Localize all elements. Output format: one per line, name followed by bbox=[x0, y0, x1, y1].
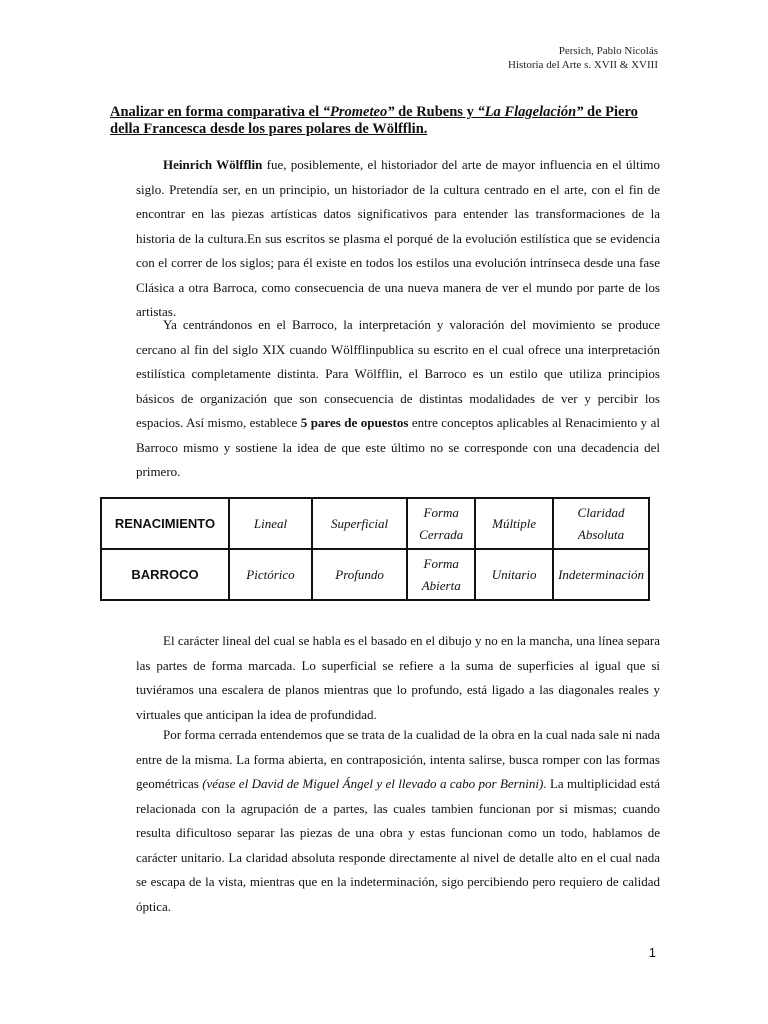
paragraph-2 bbox=[136, 313, 660, 485]
row-header: RENACIMIENTO bbox=[101, 498, 229, 549]
table-cell: Indeterminación bbox=[553, 549, 649, 600]
table-cell: Pictórico bbox=[229, 549, 312, 600]
paragraph-4-italic: (véase el David de Miguel Ángel y el llevado a cabo por Bernini) bbox=[202, 776, 544, 791]
table-cell: Superficial bbox=[312, 498, 407, 549]
table-cell: Unitario bbox=[475, 549, 553, 600]
table-row bbox=[101, 549, 649, 600]
page-number: 1 bbox=[648, 945, 656, 960]
paragraph-3 bbox=[136, 629, 660, 727]
title-flagelacion: “La Flagelación” bbox=[477, 104, 584, 120]
table-cell: Múltiple bbox=[475, 498, 553, 549]
table-cell: Forma Cerrada bbox=[407, 498, 475, 549]
paragraph-2-text-b: entre conceptos aplicables al Renacimiento y al Barroco mismo y sostiene la idea de que este último no se corresponde con una decadencia del primero. bbox=[136, 415, 661, 479]
title-text-3: de Piero della Francesca desde los pares polares de Wölfflin. bbox=[110, 104, 638, 137]
document-title bbox=[110, 104, 650, 138]
paragraph-2-text-a: Ya centrándonos en el Barroco, la interpretación y valoración del movimiento se produce cercano al fin del siglo XIX cuando Wölfflinpublica su escrito en el cual ofrece una interpretación estilística completamente distinta. Para Wölfflin, el Barroco es un estilo que utiliza principios básicos de organización que son consecuencia de distintas modalidades de ver y percibir los espacios. Así mismo, establece bbox=[136, 317, 660, 430]
table-cell: Forma Abierta bbox=[407, 549, 475, 600]
title-text-1: Analizar en forma comparativa el bbox=[110, 104, 323, 120]
wolfflin-pairs-table bbox=[100, 497, 650, 601]
paragraph-4-text-a: Por forma cerrada entendemos que se trata de la cualidad de la obra en la cual nada sale ni nada entre de la misma. La forma abierta, en contraposición, intenta salirse, busca romper con las formas geométricas bbox=[136, 727, 661, 791]
table-cell: Claridad Absoluta bbox=[553, 498, 649, 549]
author-name: Heinrich Wölfflin bbox=[163, 157, 263, 172]
header-author: Persich, Pablo Nicolás bbox=[558, 45, 658, 57]
table-row bbox=[101, 498, 649, 549]
paragraph-1-text: fue, posiblemente, el historiador del arte de mayor influencia en el último siglo. Pretendía ser, en un principio, un historiador de la cultura centrado en el arte, con el fin de encontrar en las piezas artísticas datos significativos para entender las transformaciones de la historia de la cultura.En sus escritos se plasma el porqué de la evolución estilística que se evidencia con el correr de los siglos; para él existe en todos los estilos una evolución intrínseca desde una fase Clásica a otra Barroca, como consecuencia de una nueva manera de ver el mundo por parte de los artistas. bbox=[136, 157, 660, 319]
table-cell: Lineal bbox=[229, 498, 312, 549]
document-header bbox=[508, 44, 658, 72]
header-course: Historia del Arte s. XVII & XVIII bbox=[508, 59, 658, 71]
paragraph-3-text: El carácter lineal del cual se habla es el basado en el dibujo y no en la mancha, una línea separa las partes de forma marcada. Lo superficial se refiere a la suma de superficies al igual que si tuviéramos una escalera de planos mientras que lo profundo, está ligado a las diagonales reales y virtuales que anticipan la idea de profundidad. bbox=[136, 633, 660, 722]
title-text-2: de Rubens y bbox=[394, 104, 478, 120]
table-cell: Profundo bbox=[312, 549, 407, 600]
paragraph-4 bbox=[136, 723, 660, 919]
paragraph-2-bold: 5 pares de opuestos bbox=[300, 415, 409, 430]
row-header: BARROCO bbox=[101, 549, 229, 600]
paragraph-1 bbox=[136, 153, 660, 325]
paragraph-4-text-b: . La multiplicidad está relacionada con la agrupación de a partes, las cuales tambien funcionan por si mismas; cuando resulta dificultoso separar las piezas de una obra y estas funcionan como un todo, hablamos de carácter unitario. La claridad absoluta responde directamente al nivel de detalle alto en el cual nada se escapa de la vista, mientras que en la indeterminación, sigo percibiendo pero requiero de calidad óptica. bbox=[136, 776, 660, 914]
title-prometeo: “Prometeo” bbox=[322, 104, 395, 120]
